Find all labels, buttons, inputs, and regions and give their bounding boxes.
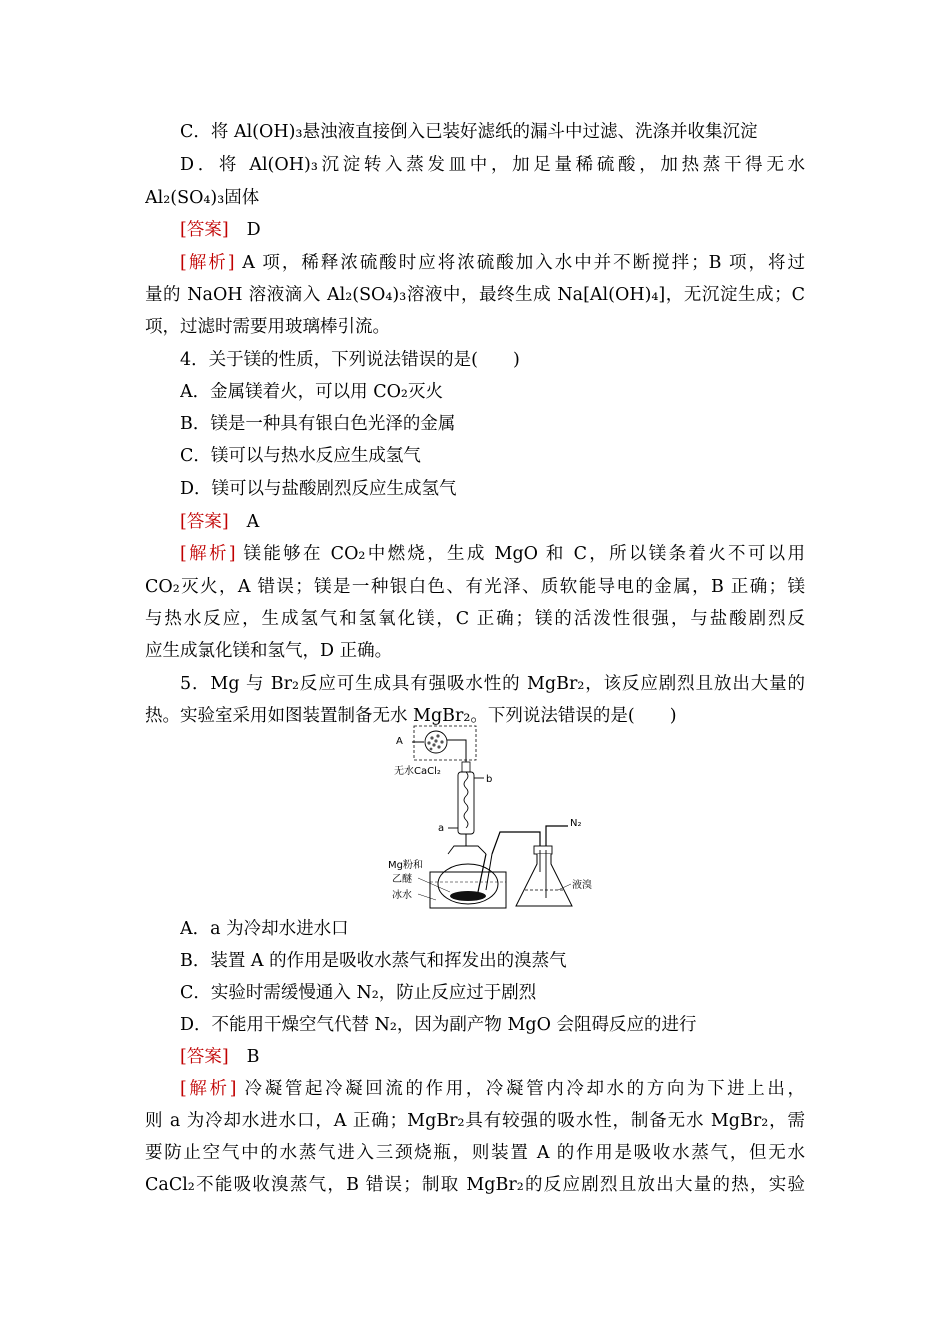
q3-analysis-line3: 项，过滤时需要用玻璃棒引流。 xyxy=(145,317,390,337)
q5-option-a: A．a 为冷却水进水口 xyxy=(180,919,349,939)
condenser-top-stopper xyxy=(462,762,470,772)
answer-value: B xyxy=(246,1047,260,1067)
analysis-tag: [解析] xyxy=(180,253,235,273)
answer-value: D xyxy=(246,220,261,240)
q3-option-d-line2: Al₂(SO₄)₃固体 xyxy=(145,188,260,208)
q5-answer-line xyxy=(180,1042,805,1072)
answer-tag: [答案] xyxy=(180,1047,229,1067)
q4-option-a: A．金属镁着火，可以用 CO₂灭火 xyxy=(180,382,443,402)
flask-necks xyxy=(448,846,486,854)
q4-answer-line xyxy=(180,507,805,537)
label-n2: N₂ xyxy=(570,818,582,829)
condenser-jacket xyxy=(458,772,474,834)
answer-tag: [答案] xyxy=(180,512,229,532)
q3-option-c: C．将 Al(OH)₃悬浊液直接倒入已装好滤纸的漏斗中过滤、洗涤并收集沉淀 xyxy=(180,122,758,142)
analysis-text: 镁能够在 CO₂中燃烧，生成 MgO 和 C，所以镁条着火不可以用 xyxy=(243,544,805,564)
label-b: b xyxy=(486,774,493,785)
q5-analysis-line1 xyxy=(180,1074,805,1104)
label-a-inlet: a xyxy=(438,823,445,834)
answer-value: A xyxy=(246,512,260,532)
flask-stopper xyxy=(534,846,552,854)
q5-option-d: D．不能用干燥空气代替 N₂，因为副产物 MgO 会阻碍反应的进行 xyxy=(180,1015,697,1035)
analysis-tag: [解析] xyxy=(180,1079,237,1099)
drying-tube-outlet xyxy=(447,740,466,762)
q5-option-c: C．实验时需缓慢通入 N₂，防止反应过于剧烈 xyxy=(180,983,537,1003)
label-mg-line2: 乙醚 xyxy=(392,874,412,885)
label-ice-water: 冰水 xyxy=(392,890,412,901)
q5-analysis-line2: 则 a 为冷却水进水口，A 正确；MgBr₂具有较强的吸水性，制备无水 MgBr₂，需 xyxy=(145,1111,805,1131)
q4-stem: 4．关于镁的性质，下列说法错误的是( ) xyxy=(180,350,520,370)
q4-analysis-line4: 应生成氯化镁和氢气，D 正确。 xyxy=(145,641,393,661)
label-a-device: A xyxy=(396,736,403,747)
q4-option-d: D．镁可以与盐酸剧烈反应生成氢气 xyxy=(180,479,457,499)
q4-analysis-line2: CO₂灭火，A 错误；镁是一种银白色、有光泽、质软能导电的金属，B 正确；镁 xyxy=(145,577,805,597)
q5-analysis-line3: 要防止空气中的水蒸气进入三颈烧瓶，则装置 A 的作用是吸收水蒸气，但无水 xyxy=(145,1143,805,1163)
q3-analysis-line1 xyxy=(180,248,805,278)
q5-option-b: B．装置 A 的作用是吸收水蒸气和挥发出的溴蒸气 xyxy=(180,951,567,971)
apparatus-diagram xyxy=(388,722,603,912)
q3-answer-line xyxy=(180,215,805,245)
q5-analysis-line4: CaCl₂不能吸收溴蒸气，B 错误；制取 MgBr₂的反应剧烈且放出大量的热，实验 xyxy=(145,1175,805,1195)
analysis-tag: [解析] xyxy=(180,544,236,564)
analysis-text: A 项，稀释浓硫酸时应将浓硫酸加入水中并不断搅拌；B 项，将过 xyxy=(242,253,805,273)
label-mg-line1: Mg粉和 xyxy=(388,860,423,871)
q4-analysis-line3: 与热水反应，生成氢气和氢氧化镁，C 正确；镁的活泼性很强，与盐酸剧烈反 xyxy=(145,609,805,629)
q3-analysis-line2: 量的 NaOH 溶液滴入 Al₂(SO₄)₃溶液中，最终生成 Na[Al(OH)₄]，无沉淀生成；C xyxy=(145,285,805,305)
apparatus-figure xyxy=(388,722,603,912)
q5-stem-line1: 5．Mg 与 Br₂反应可生成具有强吸水性的 MgBr₂，该反应剧烈且放出大量的 xyxy=(180,674,805,694)
mg-ether-mixture xyxy=(450,891,486,901)
q3-option-d-line1: D．将 Al(OH)₃沉淀转入蒸发皿中，加足量稀硫酸，加热蒸干得无水 xyxy=(180,155,805,175)
label-liquid-bromine: 液溴 xyxy=(572,880,592,891)
q4-option-b: B．镁是一种具有银白色光泽的金属 xyxy=(180,414,456,434)
analysis-text: 冷凝管起冷凝回流的作用，冷凝管内冷却水的方向为下进上出， xyxy=(244,1079,805,1099)
q4-analysis-line1 xyxy=(180,539,805,569)
erlenmeyer-flask xyxy=(516,854,572,906)
connecting-tube xyxy=(492,832,540,854)
q4-option-c: C．镁可以与热水反应生成氢气 xyxy=(180,446,421,466)
label-cacl2: 无水CaCl₂ xyxy=(394,766,441,777)
answer-tag: [答案] xyxy=(180,220,229,240)
q5-stem-line2: 热。实验室采用如图装置制备无水 MgBr₂。下列说法错误的是( ) xyxy=(145,706,677,726)
leader-ice xyxy=(418,894,436,900)
